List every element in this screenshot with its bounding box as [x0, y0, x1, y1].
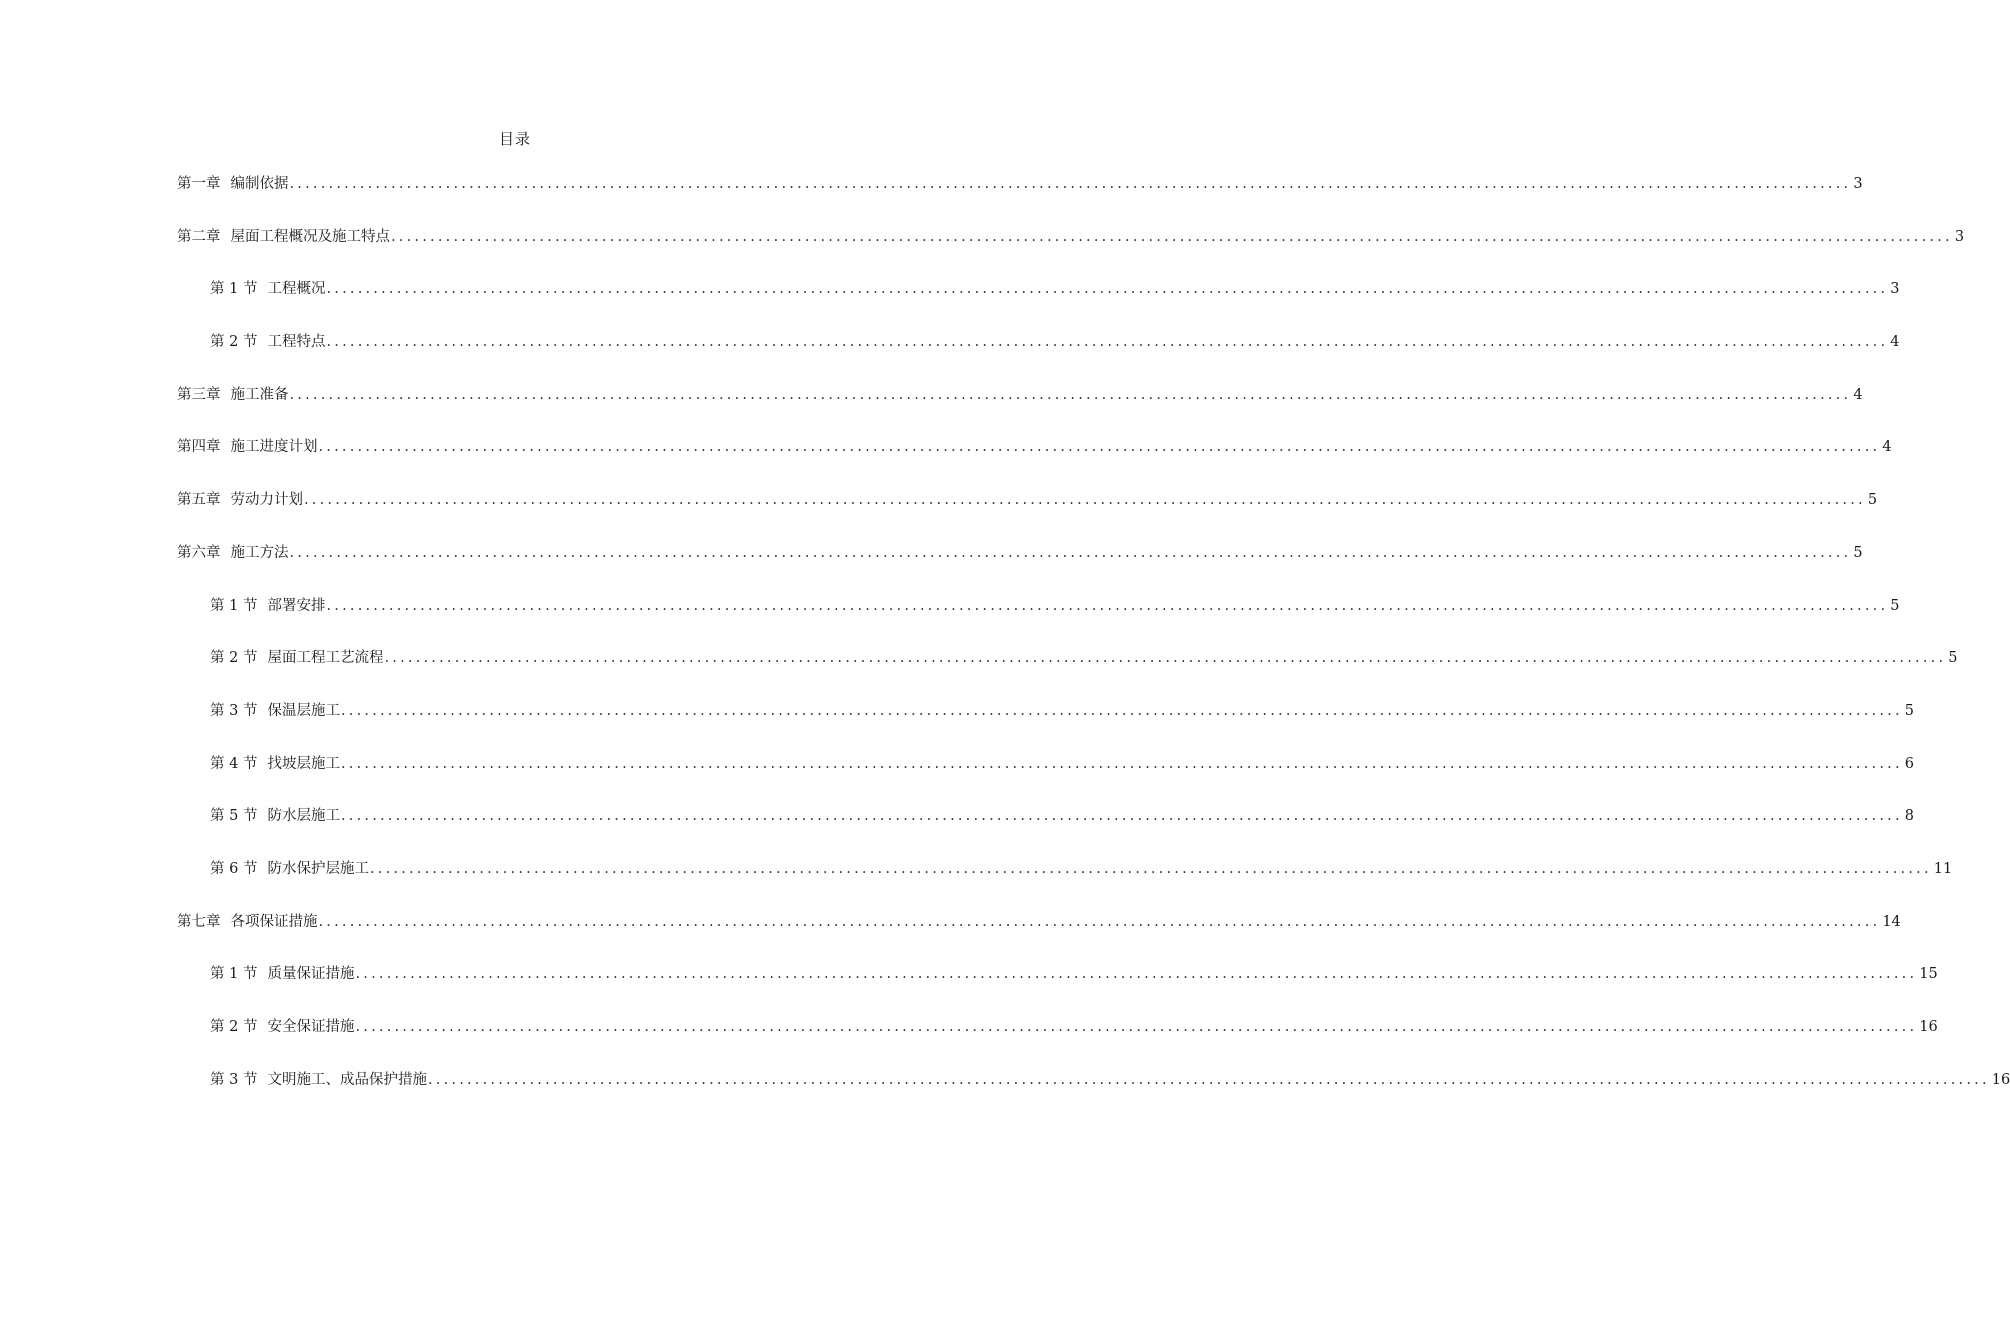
toc-section-entry[interactable] — [177, 962, 1938, 1015]
toc-entry-number: 第 1 节 — [210, 966, 258, 983]
toc-entry-number: 第四章 — [177, 439, 221, 456]
toc-entry-label: 保温层施工 — [267, 702, 340, 719]
toc-chapter-entry[interactable] — [177, 225, 1965, 278]
toc-entry-label: 屋面工程工艺流程 — [267, 650, 384, 667]
dot-leader: ........................................................................................................................................................................................................ — [355, 1019, 1918, 1035]
toc-chapter-entry[interactable] — [177, 383, 1863, 436]
toc-entry-number: 第 3 节 — [210, 702, 258, 719]
toc-entry-number: 第五章 — [177, 492, 221, 509]
toc-entry-label: 施工准备 — [230, 386, 289, 403]
toc-entry-label: 部署安排 — [267, 597, 326, 614]
toc-entry-number: 第三章 — [177, 386, 221, 403]
toc-entry-label: 防水层施工 — [267, 808, 340, 825]
toc-entry-page-number: 16 — [1991, 1071, 2010, 1088]
toc-entry-label: 编制依据 — [230, 176, 289, 192]
toc-entry-page-number: 16 — [1919, 1019, 1938, 1035]
dot-leader: ........................................................................................................................................................................................................ — [326, 334, 1889, 351]
table-of-contents — [177, 172, 2010, 1120]
toc-entry-label: 质量保证措施 — [267, 966, 355, 983]
dot-leader: ........................................................................................................................................................................................................ — [326, 281, 1889, 298]
dot-leader: ........................................................................................................................................................................................................ — [384, 650, 1947, 667]
toc-chapter-entry[interactable] — [177, 172, 1863, 225]
toc-section-entry[interactable] — [177, 277, 1900, 330]
toc-entry-label: 安全保证措施 — [267, 1019, 355, 1035]
dot-leader: ........................................................................................................................................................................................................ — [355, 966, 1918, 983]
toc-entry-label: 防水保护层施工 — [267, 860, 369, 877]
toc-entry-label: 工程特点 — [267, 334, 326, 351]
dot-leader: ........................................................................................................................................................................................................ — [340, 702, 1903, 719]
toc-title: 目录 — [498, 130, 531, 148]
toc-entry-page-number: 5 — [1904, 702, 1915, 719]
toc-section-entry[interactable] — [177, 594, 1900, 647]
dot-leader: ........................................................................................................................................................................................................ — [340, 808, 1903, 825]
toc-entry-label: 屋面工程概况及施工特点 — [230, 228, 390, 245]
toc-entry-page-number: 11 — [1933, 860, 1953, 877]
toc-chapter-entry[interactable] — [177, 435, 1892, 488]
toc-entry-number: 第一章 — [177, 176, 221, 192]
toc-chapter-entry[interactable] — [177, 541, 1863, 594]
toc-entry-number: 第 6 节 — [210, 860, 258, 877]
toc-entry-page-number: 4 — [1853, 386, 1863, 403]
toc-entry-label: 施工进度计划 — [230, 439, 318, 456]
dot-leader: ........................................................................................................................................................................................................ — [326, 597, 1889, 614]
toc-section-entry[interactable] — [177, 1015, 1938, 1068]
toc-entry-label: 各项保证措施 — [230, 913, 318, 930]
toc-entry-number: 第七章 — [177, 913, 221, 930]
toc-entry-number: 第 1 节 — [210, 597, 258, 614]
toc-section-entry[interactable] — [177, 330, 1900, 383]
toc-entry-page-number: 3 — [1890, 281, 1900, 298]
toc-entry-page-number: 3 — [1954, 228, 1965, 245]
toc-section-entry[interactable] — [177, 804, 1915, 857]
toc-entry-page-number: 6 — [1904, 755, 1915, 772]
toc-entry-page-number: 15 — [1919, 966, 1938, 983]
toc-entry-page-number: 5 — [1890, 597, 1900, 614]
dot-leader: ........................................................................................................................................................................................................ — [304, 492, 1866, 509]
toc-entry-page-number: 5 — [1948, 650, 1958, 667]
toc-entry-page-number: 4 — [1890, 334, 1900, 351]
toc-entry-page-number: 4 — [1882, 439, 1892, 456]
toc-entry-label: 找坡层施工 — [267, 755, 340, 772]
toc-chapter-entry[interactable] — [177, 488, 1878, 541]
toc-entry-number: 第 3 节 — [210, 1071, 258, 1088]
toc-section-entry[interactable] — [177, 857, 1953, 910]
dot-leader: ........................................................................................................................................................................................................ — [427, 1071, 1990, 1088]
toc-entry-number: 第 1 节 — [210, 281, 258, 298]
toc-entry-label: 劳动力计划 — [230, 492, 303, 509]
toc-section-entry[interactable] — [177, 699, 1915, 752]
toc-entry-number: 第 4 节 — [210, 755, 258, 772]
toc-section-entry[interactable] — [177, 646, 1958, 699]
toc-section-entry[interactable] — [177, 1068, 2010, 1121]
dot-leader: ........................................................................................................................................................................................................ — [340, 755, 1903, 772]
toc-entry-page-number: 14 — [1882, 913, 1901, 930]
toc-entry-number: 第 5 节 — [210, 808, 258, 825]
toc-section-entry[interactable] — [177, 752, 1915, 805]
toc-entry-number: 第 2 节 — [210, 334, 258, 351]
toc-entry-page-number: 5 — [1853, 544, 1863, 561]
toc-entry-label: 施工方法 — [230, 544, 289, 561]
toc-entry-page-number: 5 — [1867, 492, 1878, 509]
dot-leader: ........................................................................................................................................................................................................ — [289, 544, 1852, 561]
toc-entry-page-number: 3 — [1853, 176, 1863, 192]
toc-entry-label: 文明施工、成品保护措施 — [267, 1071, 427, 1088]
toc-entry-label: 工程概况 — [267, 281, 326, 298]
toc-chapter-entry[interactable] — [177, 910, 1901, 963]
dot-leader: ........................................................................................................................................................................................................ — [289, 176, 1852, 192]
dot-leader: ........................................................................................................................................................................................................ — [369, 860, 1932, 877]
toc-entry-number: 第六章 — [177, 544, 221, 561]
toc-entry-number: 第二章 — [177, 228, 221, 245]
dot-leader: ........................................................................................................................................................................................................ — [289, 386, 1852, 403]
toc-entry-number: 第 2 节 — [210, 650, 258, 667]
dot-leader: ........................................................................................................................................................................................................ — [391, 228, 1953, 245]
dot-leader: ........................................................................................................................................................................................................ — [318, 439, 1881, 456]
toc-entry-number: 第 2 节 — [210, 1019, 258, 1035]
toc-entry-page-number: 8 — [1904, 808, 1915, 825]
dot-leader: ........................................................................................................................................................................................................ — [318, 913, 1881, 930]
